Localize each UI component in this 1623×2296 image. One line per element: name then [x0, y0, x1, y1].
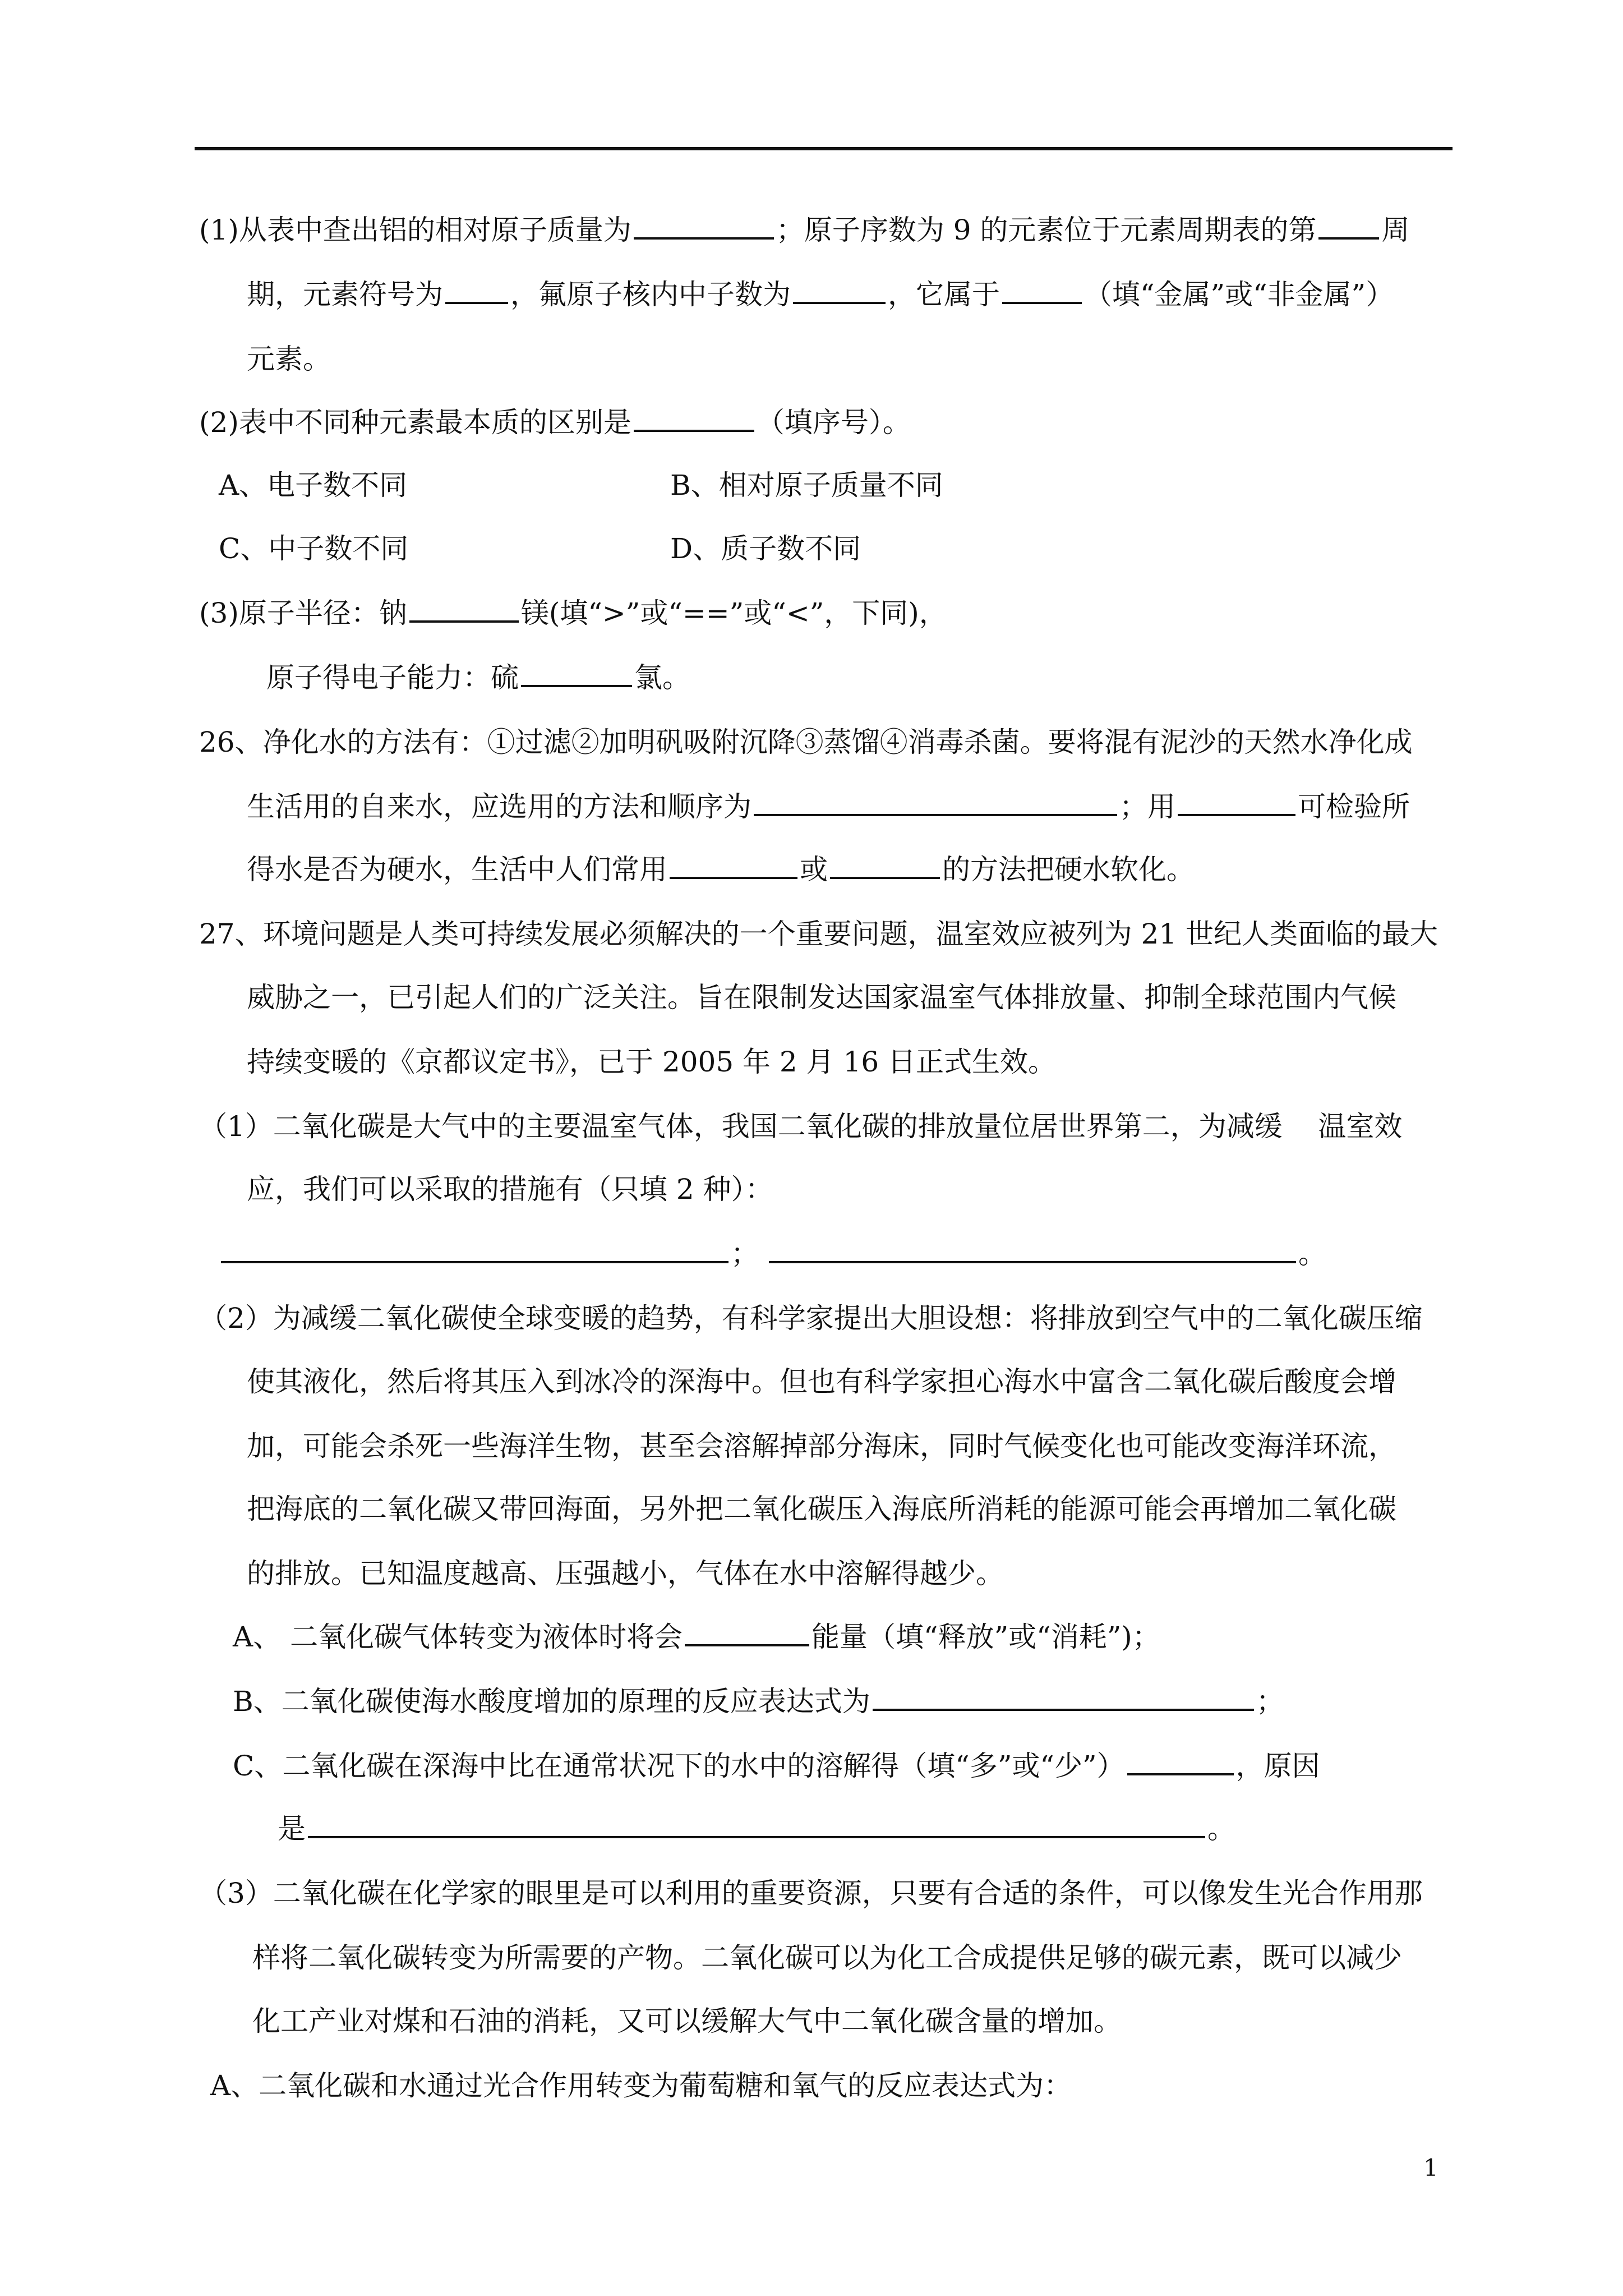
answer-blank[interactable] [873, 1678, 1254, 1711]
q25-p1-line2 [247, 269, 1394, 320]
text: (1)从表中查出铝的相对原子质量为 [199, 214, 631, 246]
q25-p2-option-b [670, 460, 943, 510]
q25-p1-line1 [199, 205, 1409, 255]
text: ，氟原子核内中子数为 [510, 278, 791, 311]
answer-blank[interactable] [445, 272, 508, 304]
q27-p3-line3 [252, 1996, 1122, 2046]
text: C、二氧化碳在深海中比在通常状况下的水中的溶解得（填“多”或“少”） [233, 1750, 1125, 1782]
text: (2)表中不同种元素最本质的区别是 [199, 406, 631, 439]
text: ；原子序数为 9 的元素位于元素周期表的第 [776, 214, 1317, 246]
text: 氯。 [634, 661, 690, 694]
text: 可检验所 [1298, 790, 1410, 823]
header-rule [195, 147, 1453, 150]
text: 样将二氧化碳转变为所需要的产物。二氧化碳可以为化工合成提供足够的碳元素，既可以减少 [252, 1941, 1402, 1974]
q26-line1 [199, 717, 1413, 767]
q27-p1-line2 [247, 1164, 773, 1214]
text: ，它属于 [888, 278, 1000, 311]
q27-p3-line1 [199, 1868, 1423, 1918]
q26-line2 [247, 781, 1410, 832]
text: 。 [1207, 1812, 1235, 1845]
text: 加，可能会杀死一些海洋生物，甚至会溶解掉部分海床，同时气候变化也可能改变海洋环流， [247, 1430, 1396, 1462]
q27-p2-line1 [199, 1293, 1423, 1343]
text: （2）为减缓二氧化碳使全球变暖的趋势，有科学家提出大胆设想：将排放到空气中的二氧化碳压缩 [199, 1302, 1423, 1335]
q27-intro-line1 [199, 909, 1438, 959]
text: 得水是否为硬水，生活中人们常用 [247, 853, 667, 886]
answer-blank[interactable] [769, 1231, 1296, 1263]
answer-blank[interactable] [793, 272, 886, 304]
answer-blank[interactable] [634, 399, 754, 432]
q27-p1-line1 [199, 1101, 1402, 1152]
text: 或 [800, 853, 828, 886]
answer-blank[interactable] [221, 1231, 728, 1263]
text: D、质子数不同 [670, 532, 861, 565]
answer-blank[interactable] [409, 590, 519, 623]
text: (3)原子半径：钠 [199, 597, 407, 629]
text: 期，元素符号为 [247, 278, 443, 311]
q27-intro-line2 [247, 972, 1396, 1023]
text: 生活用的自来水，应选用的方法和顺序为 [247, 790, 751, 823]
text: （1）二氧化碳是大气中的主要温室气体，我国二氧化碳的排放量位居世界第二，为减缓 温室效 [199, 1110, 1403, 1143]
q27-p3-subquestion-a [210, 2060, 1072, 2111]
text: ； [731, 1237, 759, 1270]
q27-p2-subquestion-c [233, 1741, 1320, 1791]
text: A、 二氧化碳气体转变为液体时将会 [233, 1621, 683, 1653]
answer-blank[interactable] [685, 1614, 809, 1646]
q25-p2-option-a [219, 460, 407, 510]
q25-p2-option-c [219, 523, 408, 574]
q25-p2-line1 [199, 397, 911, 448]
q27-p2-subquestion-a [233, 1612, 1160, 1662]
answer-blank[interactable] [1178, 784, 1295, 816]
q27-p2-line5 [247, 1548, 1004, 1599]
text: 26、净化水的方法有：①过滤②加明矾吸附沉降③蒸馏④消毒杀菌。要将混有泥沙的天然水净化成 [199, 726, 1413, 758]
text: A、二氧化碳和水通过光合作用转变为葡萄糖和氧气的反应表达式为： [210, 2069, 1072, 2102]
q27-p2-line2 [247, 1356, 1396, 1407]
text: 。 [1298, 1237, 1326, 1270]
text: ，原因 [1235, 1750, 1320, 1782]
q25-p3-line2 [266, 652, 690, 703]
text: 是 [278, 1812, 306, 1845]
text: （填“金属”或“非金属”） [1084, 278, 1394, 311]
text: 能量（填“释放”或“消耗”)； [811, 1621, 1160, 1653]
q25-p2-option-d [670, 523, 861, 574]
q27-p3-line2 [252, 1932, 1402, 1983]
text: 27、环境问题是人类可持续发展必须解决的一个重要问题，温室效应被列为 21 世纪人类面临的最大 [199, 918, 1438, 950]
text: （填序号）。 [756, 406, 911, 439]
answer-blank[interactable] [1127, 1743, 1234, 1775]
text: （3）二氧化碳在化学家的眼里是可以利用的重要资源，只要有合适的条件，可以像发生光合作用那 [199, 1877, 1423, 1910]
text: ； [1256, 1685, 1284, 1718]
text: 的排放。已知温度越高、压强越小，气体在水中溶解得越少。 [247, 1557, 1004, 1590]
q26-line3 [247, 844, 1195, 895]
answer-blank[interactable] [1002, 272, 1082, 304]
text: 周 [1381, 214, 1410, 246]
text: 把海底的二氧化碳又带回海面，另外把二氧化碳压入海底所消耗的能源可能会再增加二氧化碳 [247, 1493, 1396, 1525]
q27-intro-line3 [247, 1037, 1056, 1087]
text: 持续变暖的《京都议定书》，已于 2005 年 2 月 16 日正式生效。 [247, 1046, 1057, 1078]
text: 化工产业对煤和石油的消耗，又可以缓解大气中二氧化碳含量的增加。 [252, 2005, 1122, 2037]
q25-p3-line1 [199, 588, 947, 638]
answer-blank[interactable] [754, 784, 1117, 816]
answer-blank[interactable] [634, 207, 774, 240]
text: B、相对原子质量不同 [670, 469, 943, 501]
q27-p1-answer-line [219, 1228, 1326, 1279]
text: 使其液化，然后将其压入到冰冷的深海中。但也有科学家担心海水中富含二氧化碳后酸度会增 [247, 1365, 1396, 1398]
text: 元素。 [247, 343, 331, 375]
answer-blank[interactable] [670, 846, 797, 879]
q27-p2-subquestion-c-reason [278, 1803, 1235, 1854]
text: B、二氧化碳使海水酸度增加的原理的反应表达式为 [233, 1685, 870, 1718]
text: 原子得电子能力：硫 [266, 661, 519, 694]
q25-p1-line3 [247, 334, 331, 384]
text: A、电子数不同 [219, 469, 408, 501]
text: C、中子数不同 [219, 532, 409, 565]
text: 威胁之一，已引起人们的广泛关注。旨在限制发达国家温室气体排放量、抑制全球范围内气候 [247, 981, 1396, 1014]
q27-p2-line3 [247, 1421, 1396, 1471]
text: 镁(填“>”或“==”或“<”，下同)， [520, 597, 947, 629]
text: 应，我们可以采取的措施有（只填 2 种）： [247, 1173, 773, 1205]
answer-blank[interactable] [308, 1806, 1205, 1838]
text: ；用 [1119, 790, 1175, 823]
q27-p2-line4 [247, 1484, 1396, 1534]
page-number: 1 [1423, 2154, 1438, 2182]
answer-blank[interactable] [1318, 207, 1379, 240]
q27-p2-subquestion-b [233, 1676, 1284, 1727]
answer-blank[interactable] [521, 655, 632, 687]
text: 的方法把硬水软化。 [942, 853, 1195, 886]
answer-blank[interactable] [830, 846, 940, 879]
